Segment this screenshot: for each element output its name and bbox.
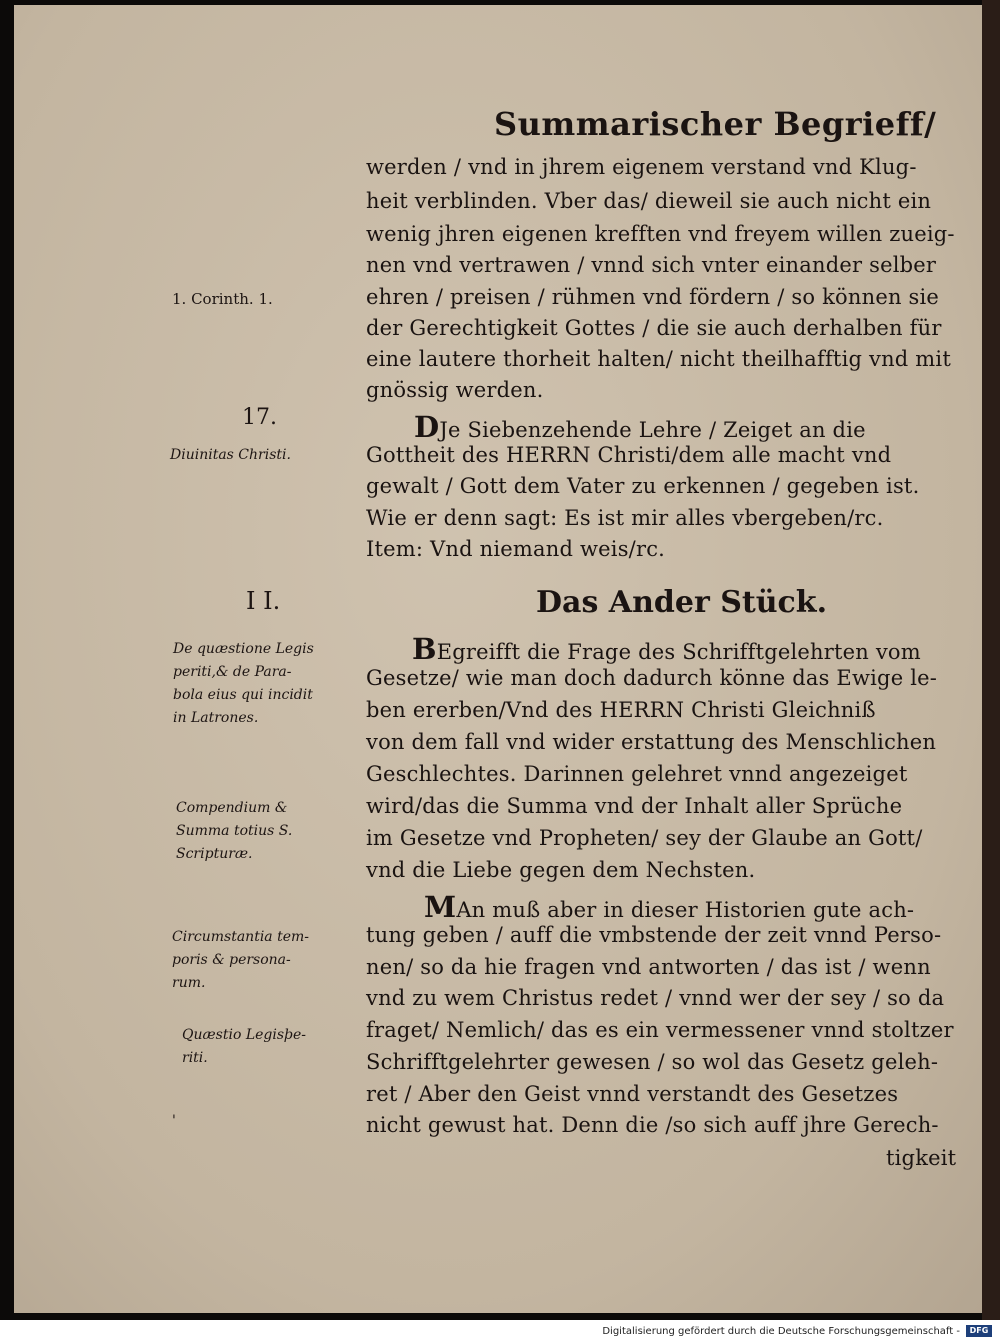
body-line: wenig jhren eigenen krefften vnd freyem willen zueig- <box>366 222 955 246</box>
body-line: nen vnd vertrawen / vnnd sich vnter einander selber <box>366 253 937 277</box>
footer-bar <box>0 1320 1000 1343</box>
body-line: nen/ so da hie fragen vnd antworten / das ist / wenn <box>366 955 931 979</box>
book-edge <box>982 0 1000 1320</box>
para2-first-text: An muß aber in dieser Historien gute ach- <box>456 898 915 922</box>
lehre17-first-line <box>414 410 866 444</box>
body-line: Schrifftgelehrter gewesen / so wol das Gesetz geleh- <box>366 1050 939 1074</box>
margin-note-compendium: Scripturæ. <box>176 846 253 862</box>
body-line: eine lautere thorheit halten/ nicht theilhafftig vnd mit <box>366 347 951 371</box>
margin-number-17: 17. <box>242 405 277 430</box>
body-line: Geschlechtes. Darinnen gelehret vnnd angezeiget <box>366 762 908 786</box>
drop-initial: D <box>414 410 440 444</box>
margin-note-de-quaestione: De quæstione Legis <box>173 641 314 657</box>
para2-first-line <box>424 890 914 924</box>
scanned-page <box>14 5 982 1313</box>
body-line: im Gesetze vnd Propheten/ sey der Glaube an Gott/ <box>366 826 923 850</box>
margin-note-compendium: Summa totius S. <box>176 823 293 839</box>
body-line: tung geben / auff die vmbstende der zeit vnnd Perso- <box>366 923 942 947</box>
margin-note-divinitas: Diuinitas Christi. <box>170 447 291 463</box>
catchword: tigkeit <box>886 1146 957 1170</box>
drop-initial: B <box>412 632 437 666</box>
body-line: fraget/ Nemlich/ das es ein vermessener vnnd stoltzer <box>366 1018 954 1042</box>
lehre17-first-text: Je Siebenzehende Lehre / Zeiget an die <box>439 418 866 442</box>
margin-note-de-quaestione: bola eius qui incidit <box>173 687 313 703</box>
body-line: Item: Vnd niemand weis/rc. <box>366 537 666 561</box>
body-line: ret / Aber den Geist vnnd verstandt des Gesetzes <box>366 1082 899 1106</box>
footer-credit: Digitalisierung gefördert durch die Deutsche Forschungsgemeinschaft - <box>602 1326 960 1337</box>
margin-note-compendium: Compendium & <box>176 800 288 816</box>
dfg-logo: DFG <box>966 1325 992 1337</box>
margin-note-corinth: 1. Corinth. 1. <box>172 290 273 308</box>
margin-note-de-quaestione: in Latrones. <box>173 710 259 726</box>
body-line: heit verblinden. Vber das/ dieweil sie auch nicht ein <box>366 189 932 213</box>
margin-note-quaestio: riti. <box>182 1050 208 1066</box>
body-line: Gottheit des HERRN Christi/dem alle macht vnd <box>366 443 892 467</box>
body-line: ben ererben/Vnd des HERRN Christi Gleichniß <box>366 698 876 722</box>
body-line: von dem fall vnd wider erstattung des Menschlichen <box>366 730 937 754</box>
body-line: Gesetze/ wie man doch dadurch könne das Ewige le- <box>366 666 938 690</box>
body-line: Wie er denn sagt: Es ist mir alles vbergeben/rc. <box>366 506 884 530</box>
body-line: der Gerechtigkeit Gottes / die sie auch derhalben für <box>366 316 942 340</box>
stray-mark: ' <box>172 1113 176 1129</box>
margin-roman-ii: I I. <box>246 587 281 615</box>
margin-note-quaestio: Quæstio Legisþe- <box>182 1027 307 1043</box>
body-line: gnössig werden. <box>366 378 544 402</box>
body-line: werden / vnd in jhrem eigenem verstand vnd Klug- <box>366 155 917 179</box>
body-line: ehren / preisen / rühmen vnd fördern / so können sie <box>366 285 940 309</box>
body-line: nicht gewust hat. Denn die /so sich auff jhre Gerech- <box>366 1113 939 1137</box>
body-line: vnd zu wem Christus redet / vnnd wer der sey / so da <box>366 986 945 1010</box>
drop-initial: M <box>424 890 457 924</box>
margin-note-circumstantia: rum. <box>172 975 206 991</box>
running-head: Summarischer Begrieff/ <box>494 105 937 143</box>
margin-note-de-quaestione: periti,& de Para- <box>173 664 292 680</box>
margin-note-circumstantia: poris & persona- <box>172 952 291 968</box>
body-line: wird/das die Summa vnd der Inhalt aller Sprüche <box>366 794 903 818</box>
body-line: vnd die Liebe gegen dem Nechsten. <box>366 858 756 882</box>
body-line: gewalt / Gott dem Vater zu erkennen / gegeben ist. <box>366 474 920 498</box>
para1-first-text: Egreifft die Frage des Schrifftgelehrten vom <box>436 640 921 664</box>
para1-first-line <box>412 632 921 666</box>
margin-note-circumstantia: Circumstantia tem- <box>172 929 310 945</box>
section-heading: Das Ander Stück. <box>536 585 828 620</box>
